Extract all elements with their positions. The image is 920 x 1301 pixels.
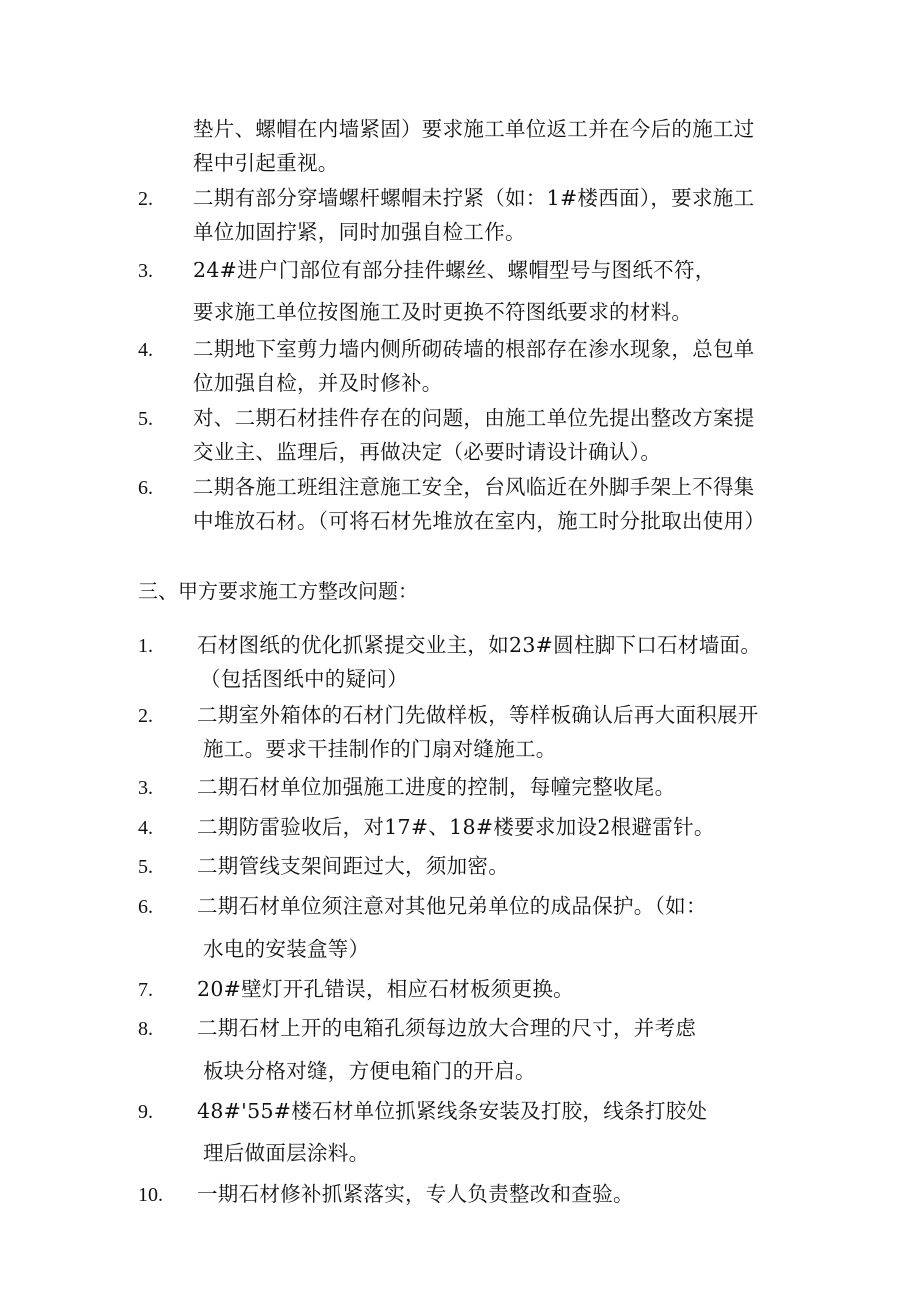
list-item-line: 石材图纸的优化抓紧提交业主，如23#圆柱脚下口石材墙面。 <box>197 633 762 657</box>
list-item-line: 二期石材单位须注意对其他兄弟单位的成品保护。（如： <box>197 894 707 918</box>
list-item-number: 4. <box>138 339 153 361</box>
list-item-line: 中堆放石材。（可将石材先堆放在室内，施工时分批取出使用） <box>193 509 766 533</box>
list-item-line: 对、二期石材挂件存在的问题，由施工单位先提出整改方案提 <box>193 406 755 430</box>
list-item-line: 交业主、监理后，再做决定（必要时请设计确认）。 <box>193 440 662 464</box>
list-item-line: 二期地下室剪力墙内侧所砌砖墙的根部存在渗水现象，总包单 <box>193 337 755 361</box>
list-item-line: 单位加固拧紧，同时加强自检工作。 <box>193 220 526 244</box>
list-item-line: 施工。要求干挂制作的门扇对缝施工。 <box>203 737 557 761</box>
list-item-line: 板块分格对缝，方便电箱门的开启。 <box>203 1059 536 1083</box>
list-item-number: 5. <box>138 408 153 430</box>
list-item-line: 二期石材上开的电箱孔须每边放大合理的尺寸，并考虑 <box>197 1016 697 1040</box>
list-item-line: 24#进户门部位有部分挂件螺丝、螺帽型号与图纸不符， <box>193 258 716 282</box>
list-item-line: 20#壁灯开孔错误，相应石材板须更换。 <box>197 977 574 1001</box>
list-item-number: 1. <box>138 635 153 657</box>
list-item-number: 9. <box>138 1101 153 1123</box>
list-item-line: 二期管线支架间距过大，须加密。 <box>197 854 509 878</box>
list-item-line: 理后做面层涂料。 <box>203 1141 370 1165</box>
section-heading: 三、甲方要求施工方整改问题： <box>138 579 418 603</box>
list-item-line: 要求施工单位按图施工及时更换不符图纸要求的材料。 <box>193 300 693 324</box>
list-item-line: 二期各施工班组注意施工安全，台风临近在外脚手架上不得集 <box>193 475 755 499</box>
list-item-line: 位加强自检，并及时修补。 <box>193 371 443 395</box>
list-item-number: 10. <box>138 1184 163 1206</box>
list-item-number: 6. <box>138 896 153 918</box>
continued-item-line-1: 垫片、螺帽在内墙紧固）要求施工单位返工并在今后的施工过 <box>193 117 755 141</box>
list-item-line: （包括图纸中的疑问） <box>200 667 408 691</box>
list-item-line: 二期室外箱体的石材门先做样板，等样板确认后再大面积展开 <box>197 703 759 727</box>
list-item-number: 5. <box>138 856 153 878</box>
list-item-line: 二期有部分穿墙螺杆螺帽未拧紧（如：1#楼西面），要求施工 <box>193 186 755 210</box>
list-item-line: 二期石材单位加强施工进度的控制，每幢完整收尾。 <box>197 775 676 799</box>
list-item-number: 3. <box>138 777 153 799</box>
list-item-line: 二期防雷验收后，对17#、18#楼要求加设2根避雷针。 <box>197 815 715 839</box>
list-item-number: 6. <box>138 477 153 499</box>
list-item-number: 8. <box>138 1018 153 1040</box>
list-item-number: 2. <box>138 188 153 210</box>
list-item-line: 水电的安装盒等） <box>203 937 370 961</box>
list-item-line: 一期石材修补抓紧落实，专人负责整改和查验。 <box>197 1182 634 1206</box>
list-item-number: 4. <box>138 817 153 839</box>
continued-item-line-2: 程中引起重视。 <box>193 151 339 175</box>
list-item-number: 3. <box>138 260 153 282</box>
list-item-number: 7. <box>138 979 153 1001</box>
list-item-number: 2. <box>138 705 153 727</box>
list-item-line: 48#'55#楼石材单位抓紧线条安装及打胶，线条打胶处 <box>197 1099 708 1123</box>
